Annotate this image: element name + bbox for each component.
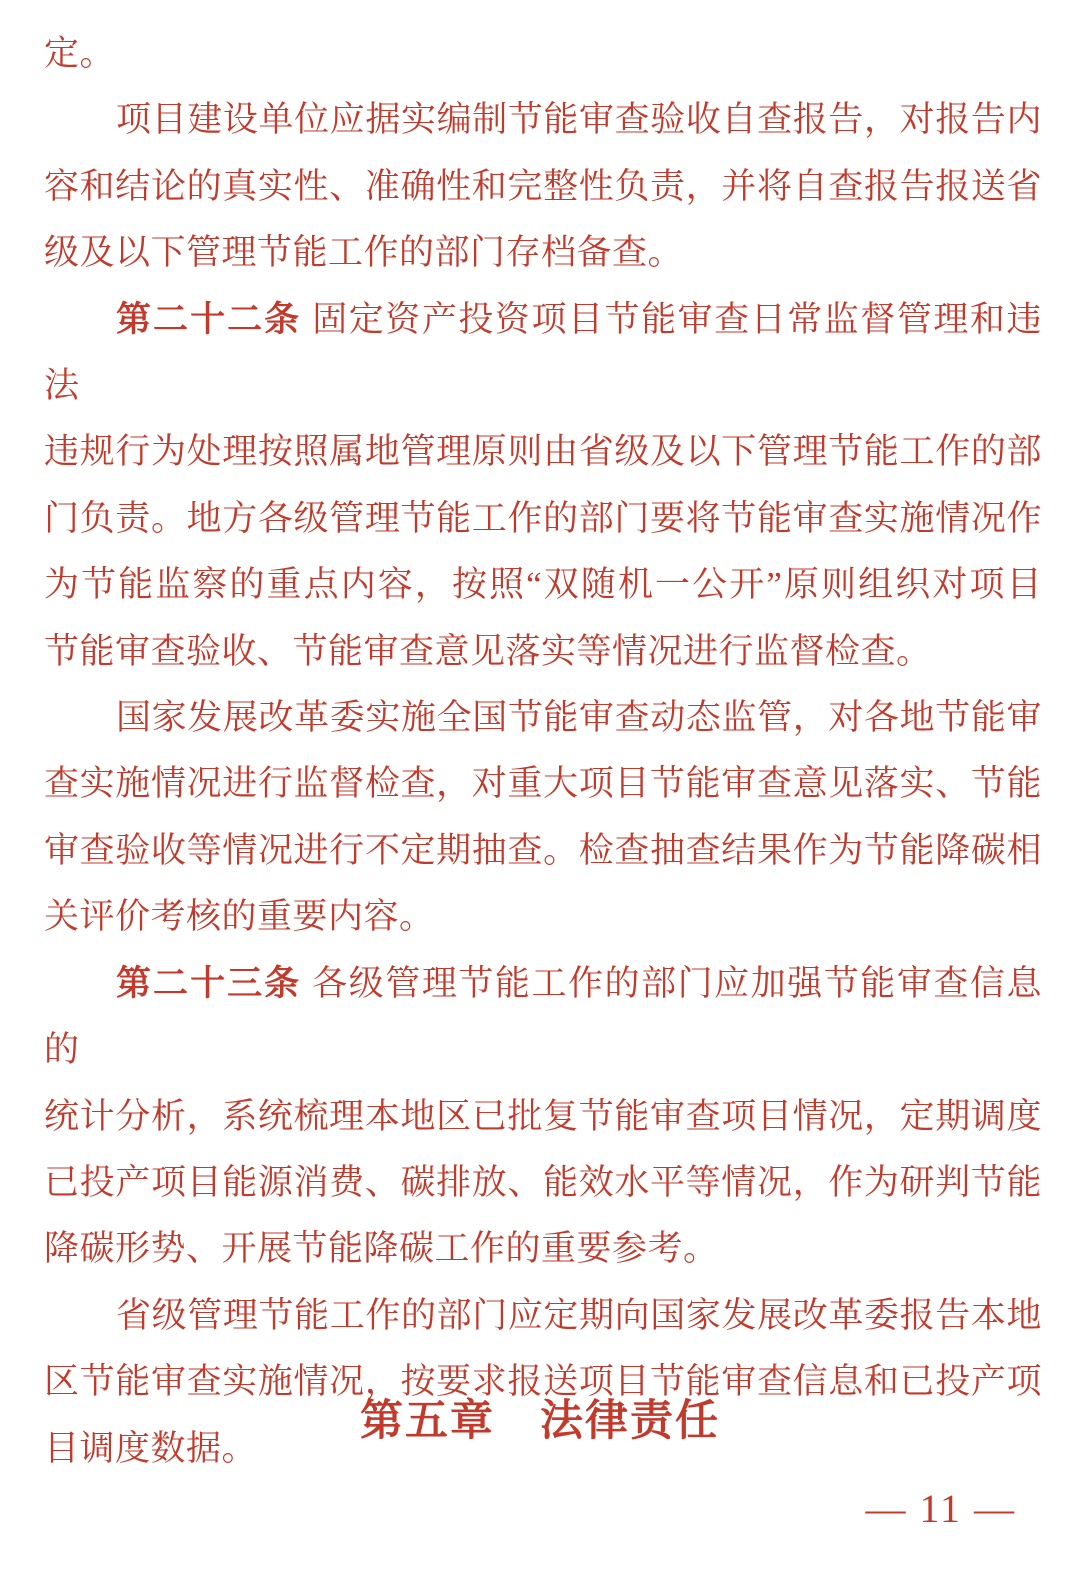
article-number: 第二十二条	[116, 299, 302, 339]
line-text: 降碳形势、开展节能降碳工作的重要参考。	[44, 1229, 719, 1269]
line-text: 审查验收等情况进行不定期抽查。检查抽查结果作为节能降碳相	[44, 830, 1042, 870]
line-text: 查实施情况进行监督检查，对重大项目节能审查意见落实、节能	[44, 764, 1042, 804]
line-text: 级及以下管理节能工作的部门存档备查。	[44, 233, 684, 273]
text-line	[44, 884, 1042, 950]
text-line	[44, 619, 1042, 685]
line-text: 固定资产投资项目节能审查日常监督管理和违法	[44, 299, 1042, 406]
line-text: 目调度数据。	[44, 1428, 258, 1468]
article-number: 第二十三条	[116, 963, 302, 1003]
line-text: 各级管理节能工作的部门应加强节能审查信息的	[44, 963, 1042, 1070]
text-line	[44, 818, 1042, 884]
text-line	[44, 87, 1042, 153]
line-text: 已投产项目能源消费、碳排放、能效水平等情况，作为研判节能	[44, 1162, 1042, 1202]
line-text: 容和结论的真实性、准确性和完整性负责，并将自查报告报送省	[44, 166, 1042, 206]
chapter-heading: 第五章 法律责任	[360, 1397, 720, 1445]
line-text: 统计分析，系统梳理本地区已批复节能审查项目情况，定期调度	[44, 1096, 1042, 1136]
line-text: 为节能监察的重点内容，按照“双随机一公开”原则组织对项目	[44, 565, 1042, 605]
text-line	[44, 21, 1042, 87]
text-line	[44, 419, 1042, 485]
text-line	[44, 751, 1042, 817]
text-line	[44, 552, 1042, 618]
document-body	[44, 21, 1042, 1482]
text-line	[44, 1084, 1042, 1150]
text-line	[44, 951, 1042, 1084]
line-text: 省级管理节能工作的部门应定期向国家发展改革委报告本地	[116, 1295, 1042, 1335]
page-number: — 11 —	[865, 1486, 1016, 1531]
text-line	[44, 1150, 1042, 1216]
line-text: 定。	[44, 34, 116, 73]
text-line	[44, 154, 1042, 220]
line-text: 关评价考核的重要内容。	[44, 897, 435, 937]
line-text: 门负责。地方各级管理节能工作的部门要将节能审查实施情况作	[44, 498, 1042, 538]
text-line	[44, 1216, 1042, 1282]
line-text: 国家发展改革委实施全国节能审查动态监管，对各地节能审	[116, 698, 1042, 738]
text-line	[44, 1283, 1042, 1349]
line-text: 节能审查验收、节能审查意见落实等情况进行监督检查。	[44, 631, 932, 671]
text-line	[44, 685, 1042, 751]
text-line	[44, 486, 1042, 552]
text-line	[44, 287, 1042, 420]
line-text: 项目建设单位应据实编制节能审查验收自查报告，对报告内	[116, 100, 1042, 140]
text-line	[44, 220, 1042, 286]
line-text: 区节能审查实施情况，按要求报送项目节能审查信息和已投产项	[44, 1362, 1042, 1402]
line-text: 违规行为处理按照属地管理原则由省级及以下管理节能工作的部	[44, 432, 1042, 472]
